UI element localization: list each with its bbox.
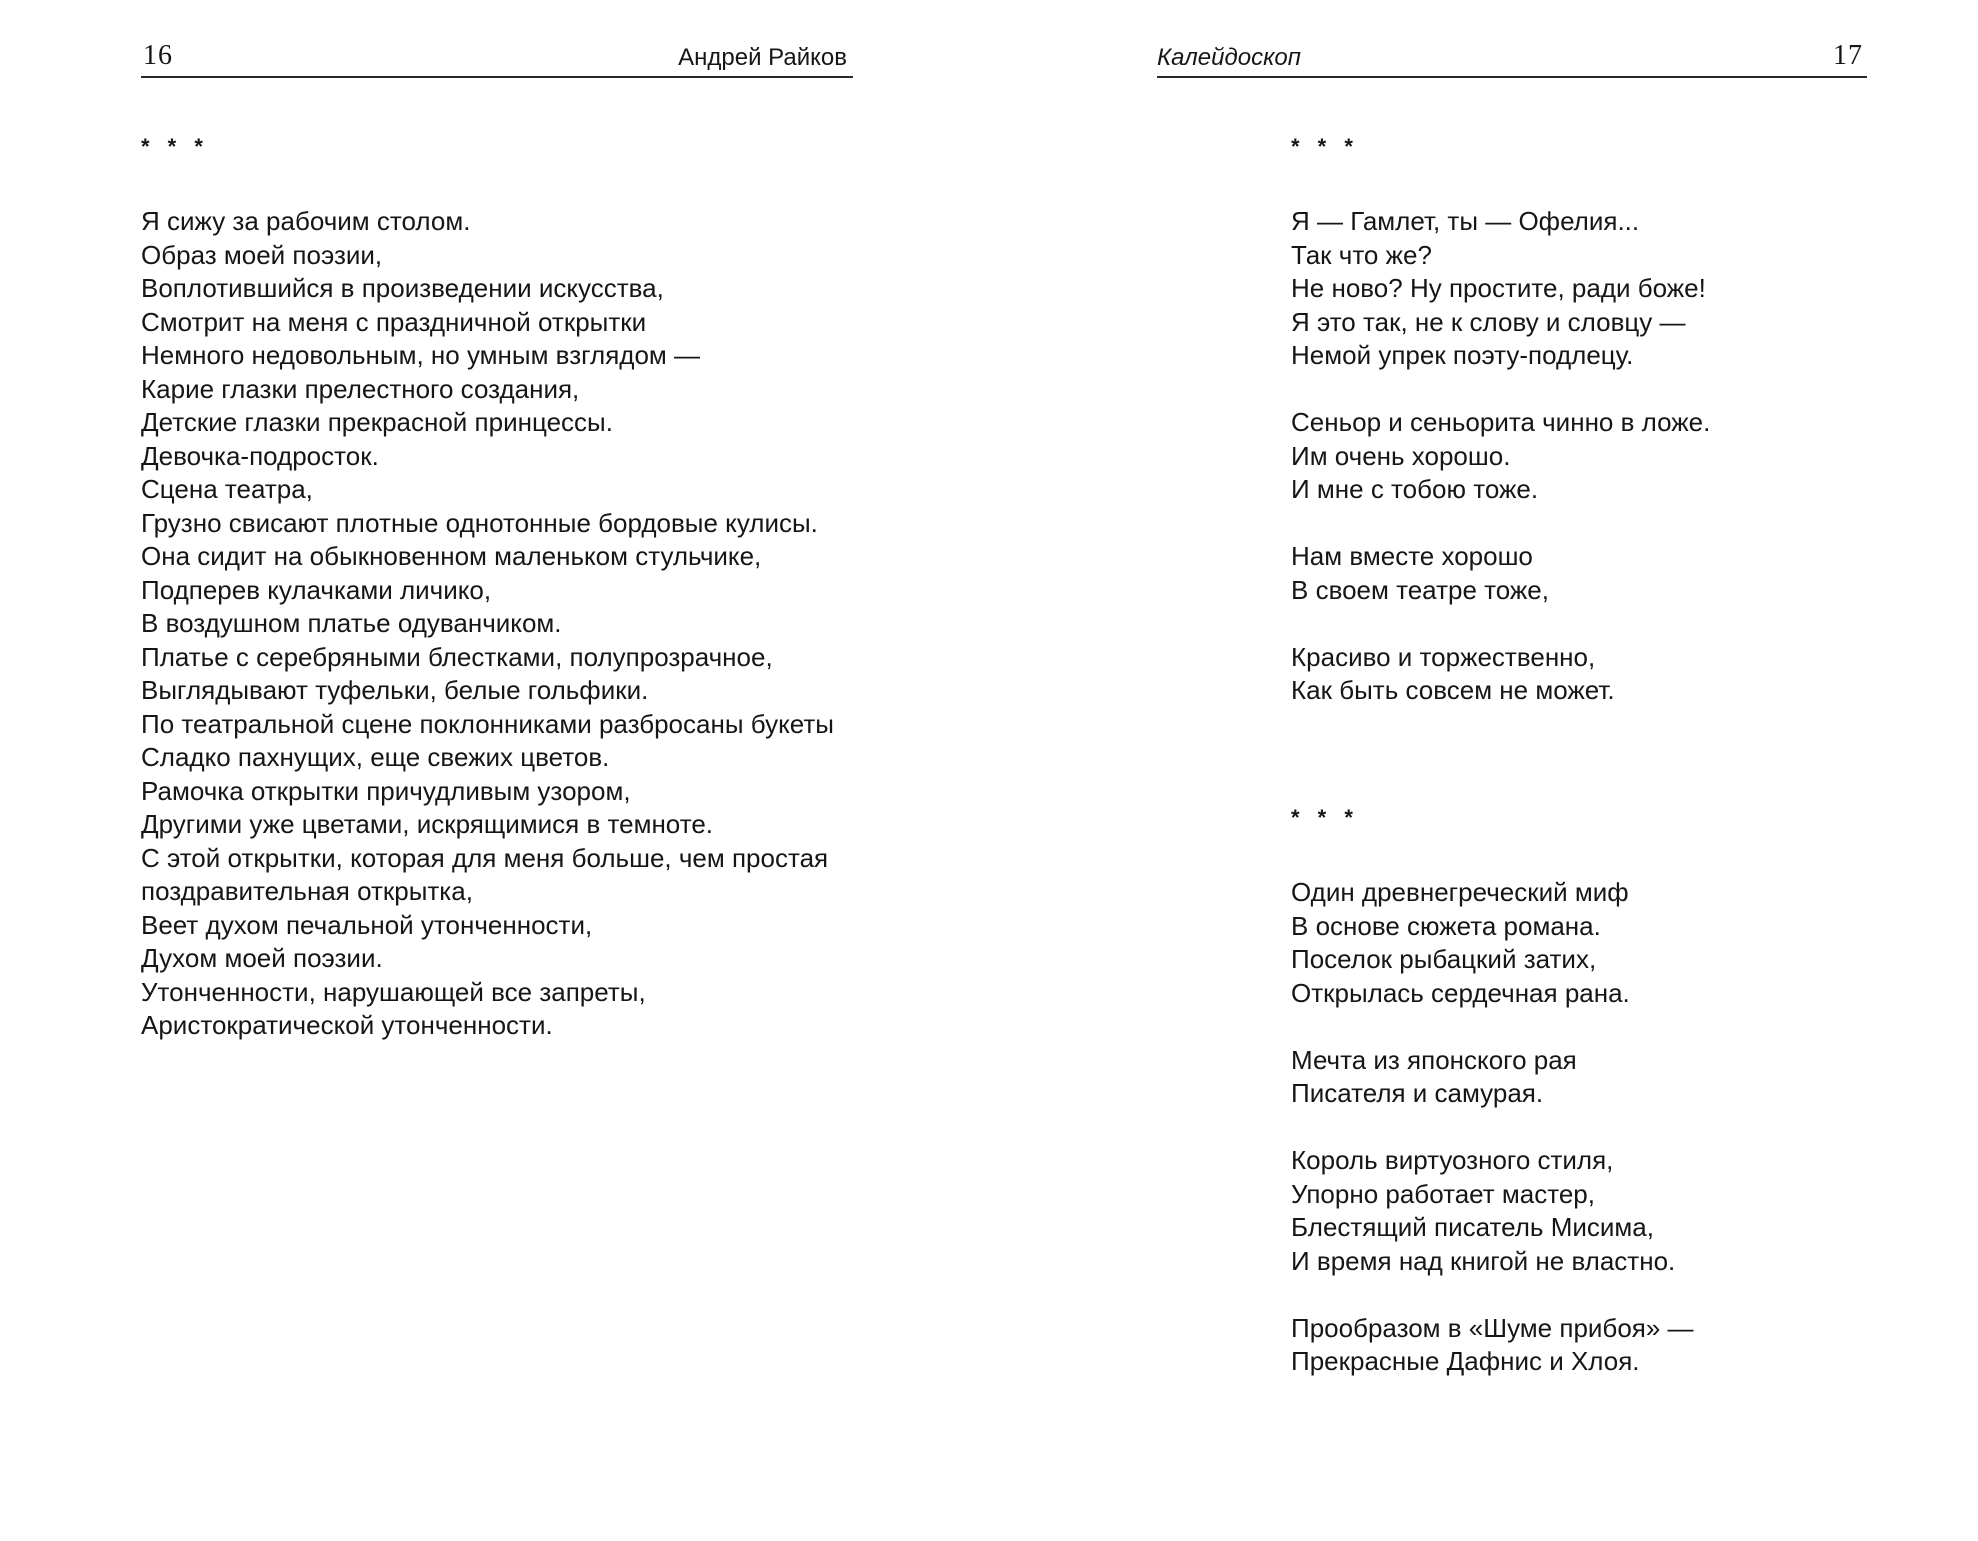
verse-line: Платье с серебряными блестками, полупрозрачное, [141,641,773,672]
verse-line: По театральной сцене поклонниками разбросаны букеты [141,708,834,739]
verse-line: Она сидит на обыкновенном маленьком стульчике, [141,541,762,571]
verse-line: Воплотившийся в произведении искусства, [141,273,664,303]
verse-line: Немой упрек поэту-подлецу. [1291,340,1634,370]
verse-line: И мне с тобою тоже. [1291,474,1539,504]
page-number: 17 [1833,40,1863,71]
verse-line: Девочка-подросток. [141,440,379,471]
verse-line: Король виртуозного стиля, [1291,1145,1614,1175]
left-running-head [141,36,853,78]
verse-line: Прекрасные Дафнис и Хлоя. [1291,1346,1640,1376]
stanza [1291,540,1710,607]
verse-line: Нам вместе хорошо [1291,541,1533,571]
verse-line: Грузно свисают плотные однотонные бордовые кулисы. [141,507,818,538]
verse-line: Красиво и торжественно, [1291,641,1596,672]
poem [1291,804,1694,1379]
verse-line: Сладко пахнущих, еще свежих цветов. [141,742,610,772]
verse-line: Поселок рыбацкий затих, [1291,944,1597,974]
verse-line: Открылась сердечная рана. [1291,977,1630,1008]
poem [141,133,834,1043]
verse-line: Детские глазки прекрасной принцессы. [141,407,613,437]
stanza [1291,1044,1694,1111]
verse-line: Подперев кулачками личико, [141,574,492,605]
author-name: Андрей Райков [678,44,847,71]
verse-line: Образ моей поэзии, [141,239,383,270]
stanza [1291,406,1710,507]
verse-line: Как быть совсем не может. [1291,675,1615,705]
verse-line: Веет духом печальной утонченности, [141,909,593,940]
verse-line: Я сижу за рабочим столом. [141,206,471,236]
verse-line: Писателя и самурая. [1291,1078,1544,1108]
verse-line: Карие глазки прелестного создания, [141,373,580,404]
stanza [141,205,834,1043]
verse-line: С этой открытки, которая для меня больше, чем простая [141,842,829,873]
verse-line: Не ново? Ну простите, ради боже! [1291,273,1706,303]
book-title: Калейдоскоп [1157,44,1301,71]
verse-line: Один древнегреческий миф [1291,877,1629,907]
verse [141,205,834,1043]
asterism: * * * [1291,134,1359,159]
verse-line: поздравительная открытка, [141,876,473,906]
stanza [1291,641,1710,708]
poem [1291,133,1710,708]
verse-line: Я — Гамлет, ты — Офелия... [1291,206,1640,236]
verse-line: Другими уже цветами, искрящимися в темноте. [141,809,713,839]
verse-line: Немного недовольным, но умным взглядом — [141,340,700,370]
verse-line: В воздушном платье одуванчиком. [141,608,562,638]
asterism: * * * [141,134,209,159]
verse-line: Духом моей поэзии. [141,943,383,973]
verse-line: Так что же? [1291,239,1432,270]
verse-line: Упорно работает мастер, [1291,1178,1595,1209]
verse-line: Сцена театра, [141,474,313,504]
verse-line: И время над книгой не властно. [1291,1245,1676,1276]
verse [1291,876,1694,1379]
verse-line: Им очень хорошо. [1291,440,1511,471]
verse-line: Аристократической утонченности. [141,1010,553,1040]
verse-line: Выглядывают туфельки, белые гольфики. [141,675,649,705]
verse-line: Утонченности, нарушающей все запреты, [141,976,646,1007]
verse-line: Смотрит на меня с праздничной открытки [141,306,647,337]
stanza [1291,1144,1694,1278]
right-running-head [1157,36,1867,78]
verse-line: Мечта из японского рая [1291,1044,1577,1075]
verse-line: Блестящий писатель Мисима, [1291,1212,1654,1242]
verse [1291,205,1710,708]
verse-line: Я это так, не к слову и словцу — [1291,306,1686,337]
stanza [1291,876,1694,1010]
verse-line: Сеньор и сеньорита чинно в ложе. [1291,407,1711,437]
asterism: * * * [1291,805,1359,830]
stanza [1291,205,1710,373]
verse-line: Рамочка открытки причудливым узором, [141,775,631,806]
right-page [1157,0,1867,1376]
verse-line: В основе сюжета романа. [1291,910,1601,941]
stanza [1291,1312,1694,1379]
verse-line: Прообразом в «Шуме прибоя» — [1291,1312,1694,1343]
left-page [141,0,853,1040]
page-number: 16 [143,40,173,71]
verse-line: В своем театре тоже, [1291,574,1549,605]
